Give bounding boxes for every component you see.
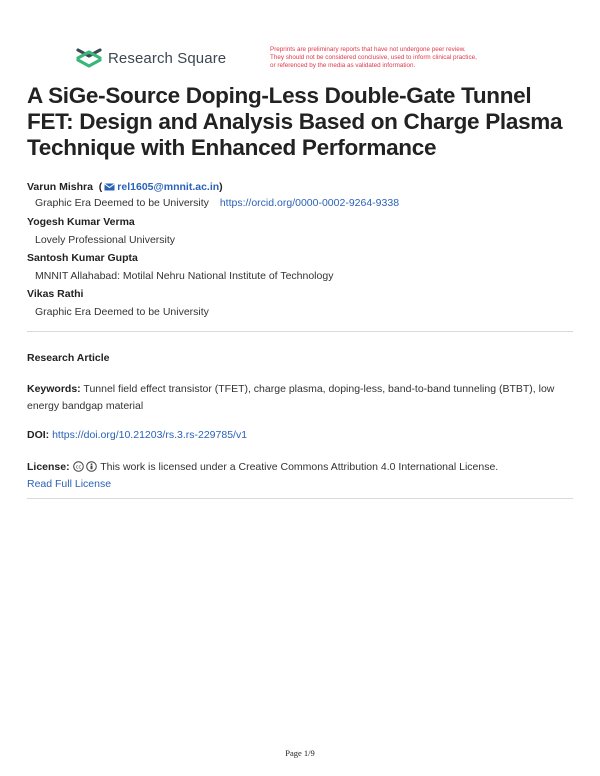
envelope-icon [104,183,115,191]
cc-icon [73,461,84,472]
divider [27,331,573,332]
notice-line: They should not be considered conclusive, used to inform clinical practice, [270,54,477,61]
paper-title: A SiGe-Source Doping-Less Double-Gate Tunnel FET: Design and Analysis Based on Charge Plasma Technique with Enhanced Performance [27,83,563,160]
logo-text: Research Square [108,49,227,67]
doi-label: DOI: [27,429,50,441]
research-square-logo[interactable] [76,47,226,69]
page-number: Page 1/9 [285,748,315,758]
author-name-text: Varun Mishra [27,181,93,193]
author-affiliation: MNNIT Allahabad: Motilal Nehru National Institute of Technology [35,270,334,282]
author-affiliation: Graphic Era Deemed to be University [35,306,209,318]
author-affiliation [35,197,399,209]
cc-by-icon [86,461,97,472]
read-full-license-link[interactable]: Read Full License [27,478,112,490]
author-name: Santosh Kumar Gupta [27,252,138,264]
divider [27,498,573,499]
doi-link[interactable]: https://doi.org/10.21203/rs.3.rs-229785/v1 [52,429,248,441]
doi [27,429,247,441]
author-name: Vikas Rathi [27,288,84,300]
license [27,459,567,493]
keywords-text: Tunnel field effect transistor (TFET), charge plasma, doping-less, band-to-band tunneling (BTBT), low energy bandgap material [27,383,555,412]
keywords-label: Keywords: [27,383,81,395]
author-name: Yogesh Kumar Verma [27,216,135,228]
license-label: License: [27,461,70,473]
author-affiliation: Lovely Professional University [35,234,176,246]
affiliation-text: Graphic Era Deemed to be University [35,197,209,209]
svg-text:cc: cc [75,464,81,471]
research-square-logo-icon [76,47,102,69]
preprint-notice [270,46,570,70]
notice-line: Preprints are preliminary reports that have not undergone peer review. [270,46,466,53]
notice-line: or referenced by the media as validated information. [270,62,416,69]
article-type: Research Article [27,352,110,364]
keywords [27,381,557,415]
license-text: This work is licensed under a Creative Commons Attribution 4.0 International License. [100,461,499,473]
author-name: Varun Mishra ( rel1605@mnnit.ac.in) [27,181,223,193]
orcid-link[interactable]: https://orcid.org/0000-0002-9264-9338 [219,197,400,209]
author-email-link[interactable]: rel1605@mnnit.ac.in [117,181,220,193]
